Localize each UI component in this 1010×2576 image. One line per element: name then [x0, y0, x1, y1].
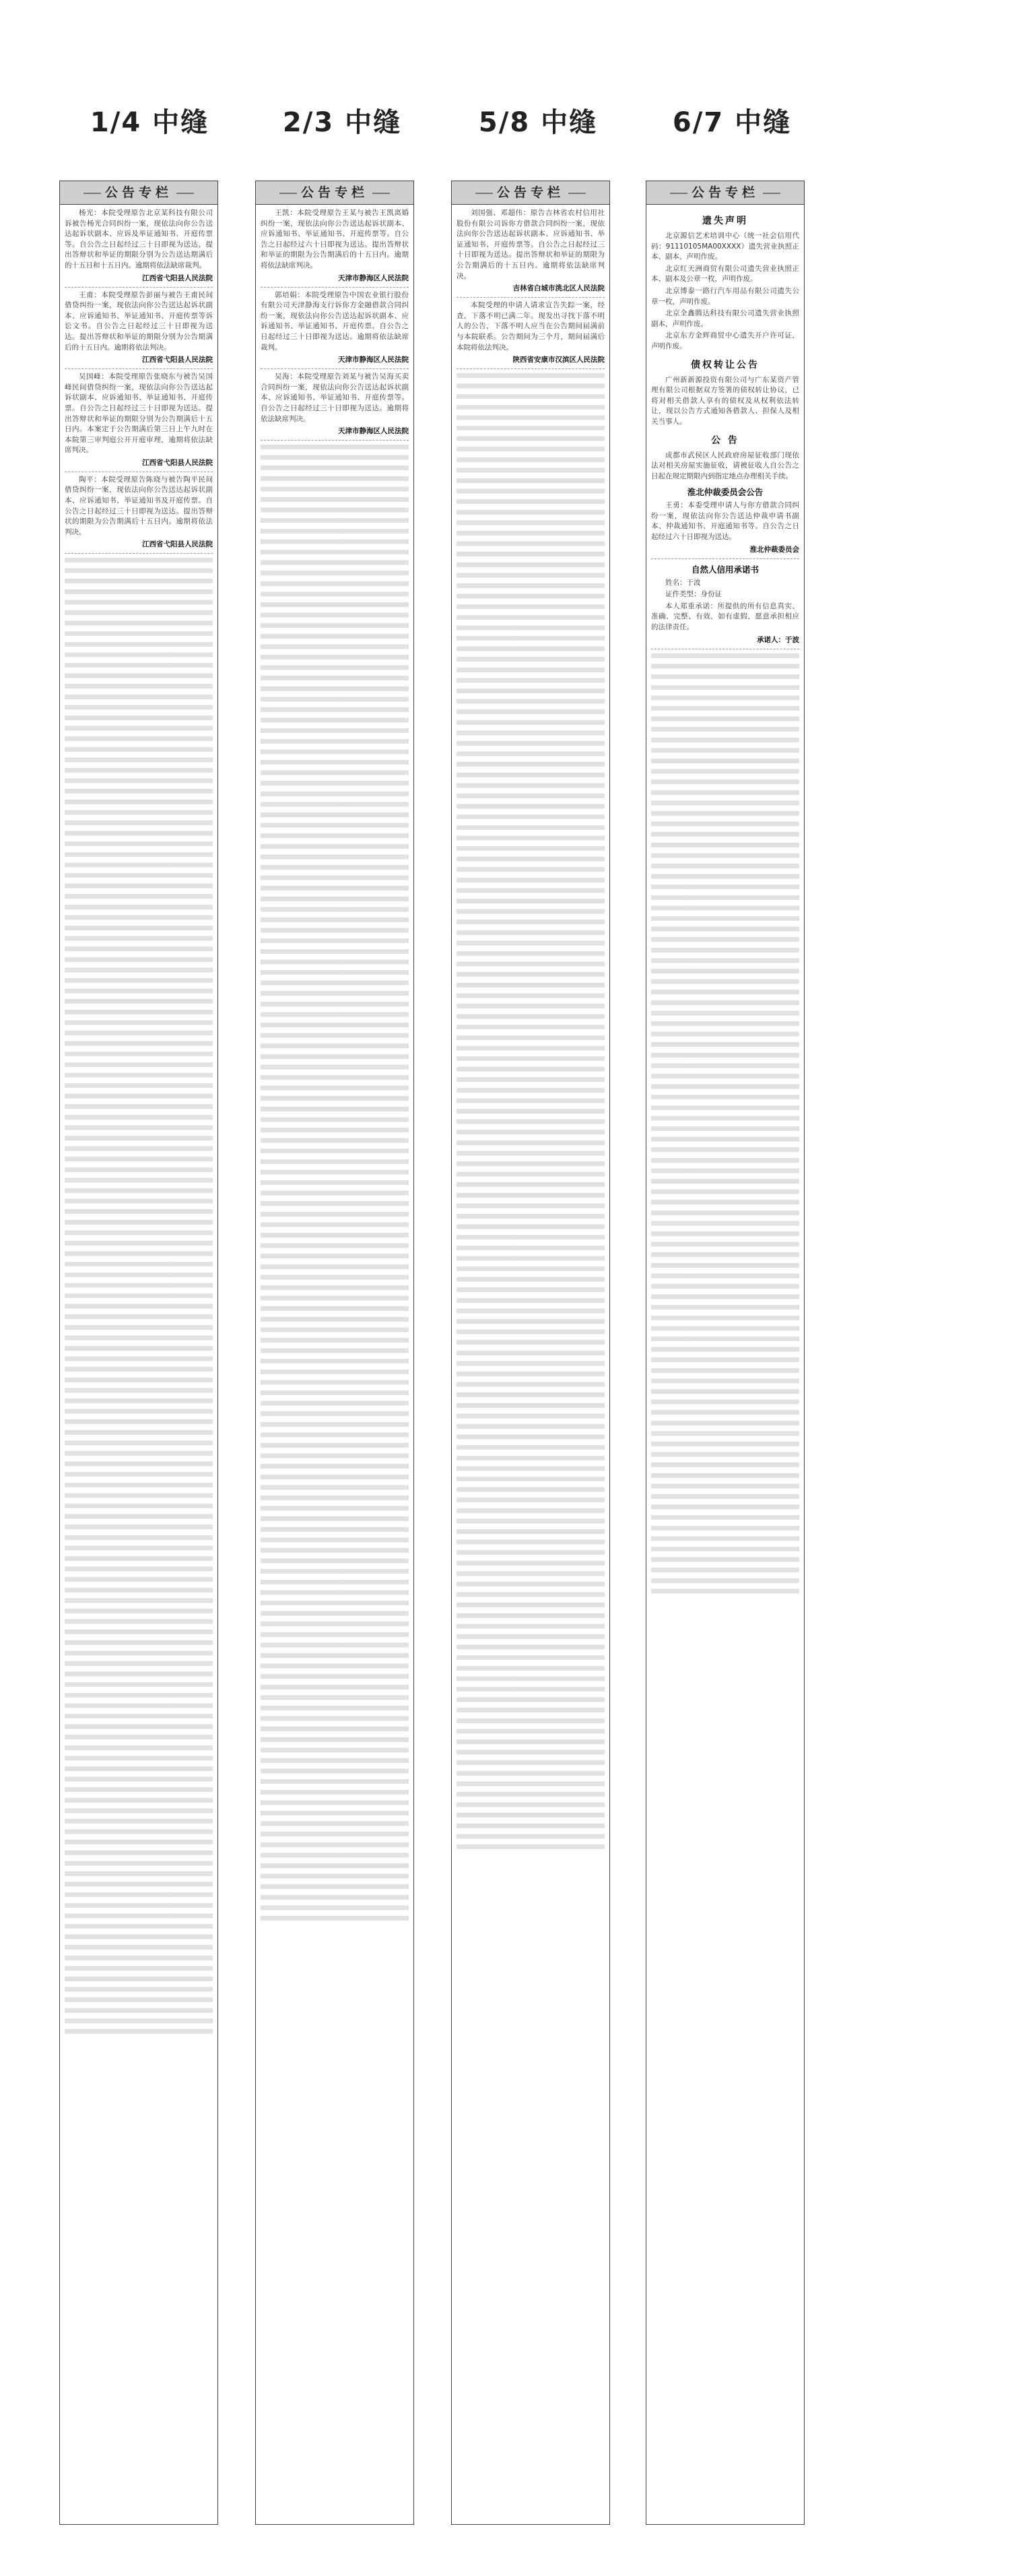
issuing-authority: 吉林省白城市洮北区人民法院 — [512, 284, 605, 293]
issuing-authority: 江西省弋阳县人民法院 — [142, 356, 213, 364]
notice-paragraph: 本院受理的申请人请求宣告失踪一案，经查，下落不明已满二年。现发出寻找下落不明人的公告，下落不明人应当在公告期间届满前与本院联系。公告期间为三个月，期间届满后本院将依法判决。 — [457, 301, 605, 352]
column-body — [646, 205, 804, 2523]
notice-paragraph: 北京东方金辉商贸中心遗失开户许可证，声明作废。 — [651, 331, 799, 350]
notice-paragraph: 王凯：本院受理原告王某与被告王凯离婚纠纷一案，现依法向你公告送达起诉状副本、应诉通知书、举证通知书、开庭传票等。自公告之日起经过六十日即视为送达。提出答辩状和举证的期限为公告期满后的十五日内。逾期将依法缺席判决。 — [261, 209, 409, 269]
column-body — [256, 205, 413, 2523]
column-body — [60, 205, 217, 2523]
notice-paragraph: 北京源信艺术培训中心（统一社会信用代码：91110105MA00XXXX）遗失营业执照正本、副本，声明作废。 — [651, 232, 799, 261]
fine-print-texture — [261, 443, 409, 1925]
notice-paragraph: 姓名：于波 — [665, 578, 701, 587]
issuing-authority: 天津市静海区人民法院 — [338, 356, 409, 364]
notice-paragraph: 成都市武侯区人民政府房屋征收部门现依法对相关房屋实施征收，请被征收人自公告之日起在规定期限内到指定地点办理相关手续。 — [651, 451, 799, 480]
gutter-label: 1/4 中缝 — [90, 107, 209, 138]
notice-column-4 — [646, 181, 805, 2525]
notice-paragraph: 陶平：本院受理原告陈晓与被告陶平民间借贷纠纷一案，现依法向你公告送达起诉状副本、应诉通知书、举证通知书及开庭传票。自公告之日起经过三十日即视为送达。提出答辩状的期限为公告期满后十五日内。逾期将依法判决。 — [65, 475, 213, 536]
notice-paragraph: 吴海：本院受理原告刘某与被告吴海买卖合同纠纷一案，现依法向你公告送达起诉状副本、应诉通知书、举证通知书、开庭传票等。自公告之日起经过三十日即视为送达。逾期将依法缺席判决。 — [261, 373, 409, 423]
notice-divider — [65, 287, 213, 288]
fine-print-texture — [65, 556, 213, 2038]
column-title: 公告专栏 — [256, 181, 413, 205]
notice-paragraph: 北京博泰一路行汽车用品有限公司遗失公章一枚，声明作废。 — [651, 286, 799, 306]
notice-paragraph: 广州新新源投资有限公司与广东某资产管理有限公司根据双方签署的债权转让协议，已将对相关借款人享有的债权及从权利依法转让，现以公告方式通知各借款人、担保人及相关当事人。 — [651, 375, 799, 426]
notice-paragraph: 刘国强、邓超伟：原告吉林省农村信用社股份有限公司诉你方借款合同纠纷一案，现依法向你公告送达起诉状副本、应诉通知书、举证通知书、开庭传票等。自公告之日起经过三十日即视为送达。提出答辩状和举证的期限为公告期满后的十五日内。逾期将依法缺席判决。 — [457, 209, 605, 280]
notice-column-3 — [451, 181, 610, 2525]
notice-divider — [261, 440, 409, 441]
gutter-label: 5/8 中缝 — [478, 107, 598, 138]
notice-subheading: 淮北仲裁委员会公告 — [687, 487, 764, 498]
notice-heading: 债权转让公告 — [691, 359, 760, 371]
notice-paragraph: 证件类型：身份证 — [665, 590, 722, 599]
notice-paragraph: 北京红天洲商贸有限公司遗失营业执照正本、副本及公章一枚，声明作废。 — [651, 264, 799, 284]
notice-heading: 遗失声明 — [702, 216, 748, 226]
fine-print-texture — [457, 372, 605, 1854]
notice-column-2 — [255, 181, 414, 2525]
notice-divider — [261, 287, 409, 288]
notice-divider — [457, 297, 605, 298]
notice-column-1 — [59, 181, 218, 2525]
notice-divider — [457, 368, 605, 369]
notice-paragraph: 本人郑重承诺：所提供的所有信息真实、准确、完整、有效，如有虚假，愿意承担相应的法律责任。 — [651, 602, 799, 632]
issuing-authority: 承诺人：于波 — [757, 635, 799, 644]
gutter-label: 6/7 中缝 — [672, 107, 792, 138]
notice-divider — [65, 553, 213, 554]
column-title: 公告专栏 — [646, 181, 804, 205]
notice-divider — [261, 368, 409, 369]
notice-paragraph: 北京全鑫腾达科技有限公司遗失营业执照副本，声明作废。 — [651, 309, 799, 328]
issuing-authority: 陕西省安康市汉滨区人民法院 — [512, 356, 605, 364]
notice-divider — [65, 368, 213, 369]
column-title: 公告专栏 — [60, 181, 217, 205]
notice-paragraph: 王甫：本院受理原告彭丽与被告王甫民间借贷纠纷一案，现依法向你公告送达起诉状副本、应诉通知书、举证通知书、开庭传票等诉讼文书。自公告之日起经过三十日即视为送达。提出答辩状和举证的期限分别为公告期满后的十五日内。逾期将依法判决。 — [65, 290, 213, 352]
issuing-authority: 天津市静海区人民法院 — [338, 273, 409, 282]
column-body — [452, 205, 609, 2523]
notice-paragraph: 吴国峰：本院受理原告张晓东与被告吴国峰民间借贷纠纷一案，现依法向你公告送达起诉状副本、应诉通知书、举证通知书、开庭传票。自公告之日起经过三十日即视为送达。提出答辩状和举证的期限分别为公告期满后十五日内。本案定于公告期满后第三日上午九时在本院第三审判庭公开开庭审理，逾期将依法缺席判决。 — [65, 373, 213, 455]
notice-heading: 公 告 — [711, 434, 739, 446]
column-title: 公告专栏 — [452, 181, 609, 205]
issuing-authority: 江西省弋阳县人民法院 — [142, 458, 213, 467]
issuing-authority: 天津市静海区人民法院 — [338, 427, 409, 436]
notice-subheading: 自然人信用承诺书 — [691, 564, 759, 575]
notice-paragraph: 王勇：本委受理申请人与你方借款合同纠纷一案，现依法向你公告送达仲裁申请书副本、仲裁通知书、开庭通知书等。自公告之日起经过六十日即视为送达。 — [651, 501, 799, 542]
notice-divider — [651, 558, 799, 559]
notice-paragraph: 杨光：本院受理原告北京某科技有限公司诉被告杨光合同纠纷一案，现依法向你公告送达起诉状副本、应诉及举证通知书、开庭传票等。自公告之日起经过三十日即视为送达，提出答辩状和举证的期限分别为公告送达期满后的十五日和十五日内。逾期将依法缺席裁判。 — [65, 209, 213, 269]
issuing-authority: 江西省弋阳县人民法院 — [142, 540, 213, 549]
issuing-authority: 淮北仲裁委员会 — [749, 545, 799, 554]
notice-paragraph: 郭培娟：本院受理原告中国农业银行股份有限公司天津静海支行诉你方金融借款合同纠纷一案，现依法向你公告送达起诉状副本、应诉通知书、举证通知书、开庭传票。自公告之日起经过三十日即视为送达。逾期将依法缺席裁判。 — [261, 290, 409, 352]
fine-print-texture — [651, 652, 799, 1595]
gutter-label: 2/3 中缝 — [282, 107, 402, 138]
issuing-authority: 江西省弋阳县人民法院 — [142, 273, 213, 282]
